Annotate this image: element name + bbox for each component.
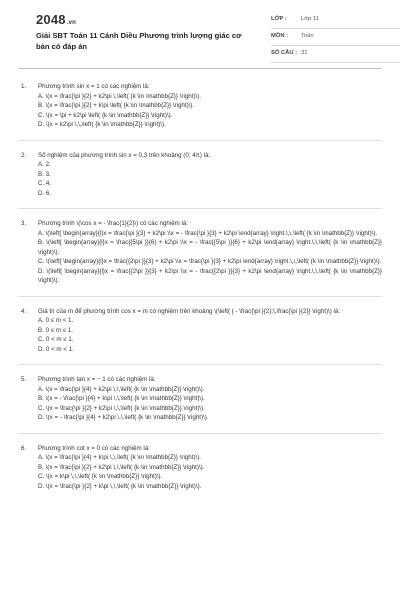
option-c[interactable]: C. \(x = k\pi \,\,\left( {k \in \mathbb{Z}} \right)\). [38, 473, 163, 480]
question-text: Phương trình \(\cos x = - \frac{1}{2}\) có các nghiệm là: [38, 220, 189, 227]
question-body [38, 307, 382, 355]
question-1 [18, 72, 382, 141]
option-d[interactable]: D. \(\left[ \begin{array}{l}x = \frac{{2\pi }}{3} + k2\pi \\x = - \frac{{2\pi }}{3} + k2\pi \end{array} \right.\,\,\left( {k \in \mathbb{Z}} \right)\). [38, 267, 382, 284]
option-c[interactable]: C. \(x = \frac{\pi }{2} + k2\pi \,\,\left( {k \in \mathbb{Z}} \right)\). [38, 404, 205, 412]
header-divider [18, 68, 382, 69]
meta-info-panel [271, 12, 400, 63]
logo-suffix: .vn [66, 20, 77, 26]
question-list [18, 72, 382, 501]
logo-text: 2048 [36, 12, 66, 27]
question-number: 4. [21, 307, 27, 315]
option-b[interactable]: B. \(\left[ \begin{array}{l}x = \frac{{5\pi }}{6} + k2\pi \\x = - \frac{{5\pi }}{6} + k2\pi \end{array} \right.\,\,\left( {k \in \mathbb{Z}} \right)\). [38, 239, 382, 256]
option-b[interactable]: B. \(x = - \frac{\pi }{4} + k\pi \,\,\left( {k \in \mathbb{Z}} \right)\). [38, 395, 205, 402]
option-d[interactable]: D. \(x = \frac{\pi }{2} + k\pi \,\,\left( {k \in \mathbb{Z}} \right)\). [38, 482, 202, 490]
question-body [38, 82, 382, 130]
site-logo[interactable] [36, 12, 76, 27]
option-c[interactable]: C. \(x = \pi + k2\pi \left( {k \in \mathbb{Z}} \right)\). [38, 111, 173, 119]
meta-row-subject [271, 29, 400, 46]
question-text: Số nghiệm của phương trình sin x = 0,3 trên khoảng (0; 4π) là: [38, 151, 211, 159]
option-a[interactable]: A. 0 ≤ m < 1. [38, 317, 74, 324]
option-d[interactable]: D. 6. [38, 189, 52, 197]
question-number: 5. [21, 376, 27, 383]
meta-label-question-count: SỐ CÂU : [271, 50, 298, 56]
option-b[interactable]: B. \(x = \frac{\pi }{2} + k\pi \left( {k \in \mathbb{Z}} \right)\). [38, 102, 195, 109]
option-a[interactable]: A. \(\left[ \begin{array}{l}x = \frac{\pi }{3} + k2\pi \\x = - \frac{\pi }{3} + k2\pi \end{array} \right.\,\,\left( {k \in \mathbb{Z}} \right)\). [38, 229, 378, 237]
option-a[interactable]: A. \(x = \frac{\pi }{4} + k\pi \,\,\left( {k \in \mathbb{Z}} \right)\). [38, 454, 202, 461]
question-4 [18, 297, 382, 366]
question-body [38, 219, 382, 286]
option-b[interactable]: B. 0 ≤ m ≤ 1. [38, 326, 73, 334]
question-text: Giá trị của m để phương trình cos x = m có nghiệm trên khoảng \(\left( { - \frac{\pi }{2};\,\frac{\pi }{2}} \right)\) là: [38, 307, 341, 315]
question-number: 6. [21, 444, 27, 452]
question-body [38, 444, 382, 492]
option-b[interactable]: B. \(x = \frac{\pi }{2} + k2\pi \,\,\left( {k \in \mathbb{Z}} \right)\). [38, 463, 205, 471]
meta-value-question-count: 31 [301, 50, 308, 56]
question-number: 1. [21, 83, 27, 90]
meta-row-class [271, 12, 400, 29]
question-5 [18, 365, 382, 434]
question-text: Phương trình cot x = 0 có các nghiệm là: [38, 444, 150, 452]
document-header [18, 0, 382, 64]
question-body [38, 151, 382, 199]
question-number: 3. [21, 220, 27, 227]
question-text: Phương trình sin x = 1 có các nghiệm là: [38, 83, 150, 90]
option-a[interactable]: A. 2. [38, 161, 51, 168]
meta-label-subject: MÔN : [271, 33, 289, 39]
question-body [38, 375, 382, 423]
question-6 [18, 434, 382, 502]
option-d[interactable]: D. \(x = - \frac{\pi }{4} + k2\pi \,\,\left( {k \in \mathbb{Z}} \right)\). [38, 414, 209, 421]
meta-value-subject: Toán [301, 33, 314, 39]
question-text: Phương trình tan x = − 1 có các nghiệm là: [38, 376, 156, 383]
question-3 [18, 209, 382, 297]
meta-value-class: Lớp 11 [301, 16, 319, 22]
option-c[interactable]: C. \(\left[ \begin{array}{l}x = \frac{{2\pi }}{3} + k2\pi \\x = \frac{\pi }{3} + k2\pi \end{array} \right.\,\,\left( {k \in \mathbb{Z}} \right)\). [38, 258, 382, 265]
option-d[interactable]: D. \(x = k2\pi \,\,\left( {k \in \mathbb{Z}} \right)\). [38, 121, 166, 128]
option-a[interactable]: A. \(x = \frac{\pi }{4} + k2\pi \,\,\left( {k \in \mathbb{Z}} \right)\). [38, 385, 205, 393]
meta-row-question-count [271, 46, 400, 63]
question-number: 2. [21, 151, 27, 159]
question-2 [18, 141, 382, 210]
option-b[interactable]: B. 3. [38, 170, 51, 178]
option-c[interactable]: C. 0 < m ≤ 1. [38, 336, 74, 343]
option-d[interactable]: D. 0 < m < 1. [38, 345, 74, 353]
option-a[interactable]: A. \(x = \frac{\pi }{2} + k2\pi \,\left( {k \in \mathbb{Z}} \right)\). [38, 92, 202, 100]
document-title: Giải SBT Toán 11 Cánh Diều Phương trình lượng giác cơ bản có đáp án [36, 31, 242, 51]
option-c[interactable]: C. 4. [38, 180, 52, 187]
meta-label-class: LỚP : [271, 16, 287, 22]
